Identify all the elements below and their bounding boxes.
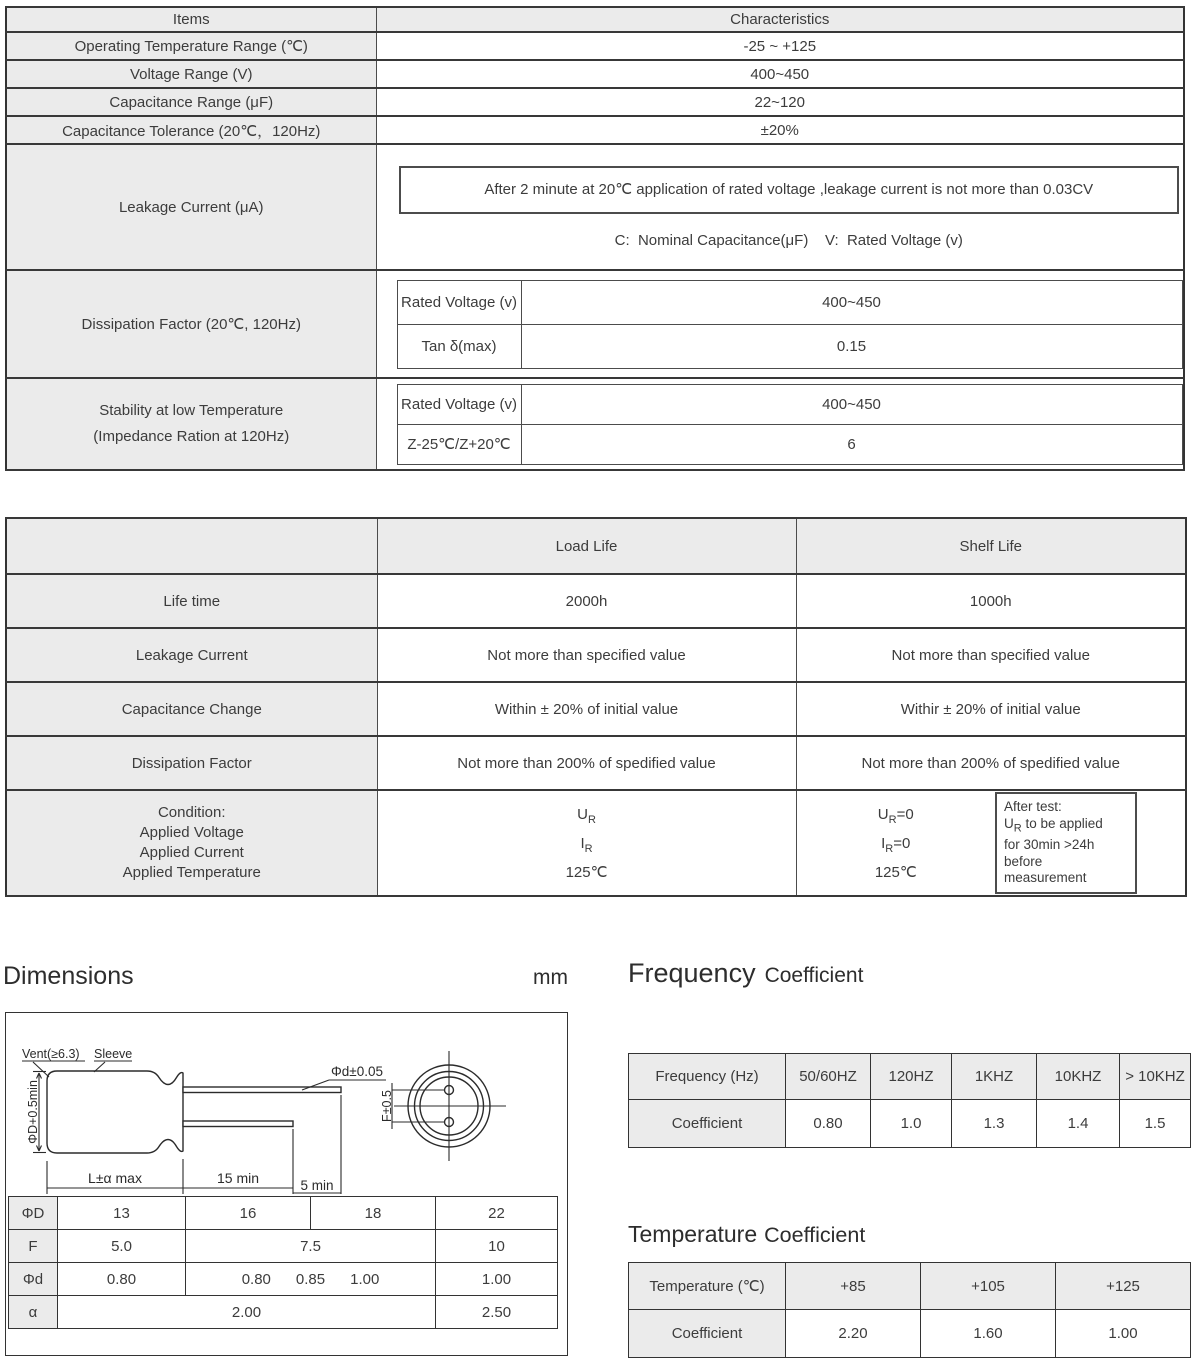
load-value: Not more than specified value bbox=[377, 628, 796, 682]
load-value: Within ± 20% of initial value bbox=[377, 682, 796, 736]
dissipation-row bbox=[6, 270, 1184, 378]
sub-label: Rated Voltage (v) bbox=[397, 280, 521, 324]
dim-cell: 10 bbox=[436, 1230, 558, 1263]
dim-cell: 18 bbox=[311, 1197, 436, 1230]
dim-cell: 5.0 bbox=[58, 1230, 186, 1263]
leakage-cell bbox=[376, 144, 1184, 270]
load-value: 2000h bbox=[377, 574, 796, 628]
shelf-value: 1000h bbox=[796, 574, 1186, 628]
sub-value: 400~450 bbox=[521, 384, 1182, 424]
freq-header-cell: Frequency (Hz) bbox=[629, 1054, 786, 1100]
life-table bbox=[5, 517, 1187, 897]
table-row bbox=[6, 736, 1186, 790]
table-row bbox=[9, 1230, 558, 1263]
condition-shelf-cell bbox=[796, 790, 1186, 896]
body-length-label: L±α max bbox=[88, 1170, 142, 1186]
stability-cell bbox=[376, 378, 1184, 470]
row-label: Capacitance Range (μF) bbox=[6, 88, 376, 116]
freq-header-cell: 50/60HZ bbox=[786, 1054, 871, 1100]
capacitor-body-outline bbox=[47, 1071, 183, 1153]
freq-value: 1.3 bbox=[952, 1100, 1037, 1148]
row-label: Leakage Current (μA) bbox=[6, 144, 376, 270]
applied-current-load: $I_R$ bbox=[580, 834, 593, 855]
sub-value: 400~450 bbox=[521, 280, 1182, 324]
row-value: 400~450 bbox=[376, 60, 1184, 88]
leakage-statement-box: After 2 minute at 20℃ application of rated voltage ,leakage current is not more than 0.03CV bbox=[399, 166, 1180, 214]
dimensions-drawing-box bbox=[5, 1012, 568, 1356]
freq-header-cell: > 10KHZ bbox=[1120, 1054, 1191, 1100]
table-row bbox=[397, 280, 1182, 324]
title-sub: Coefficient bbox=[764, 964, 864, 987]
dimensions-title: Dimensions bbox=[3, 962, 134, 990]
condition-label-line: Condition: bbox=[157, 804, 226, 821]
load-value: Not more than 200% of spedified value bbox=[377, 736, 796, 790]
freq-value-row bbox=[629, 1100, 1191, 1148]
life-header-row bbox=[6, 518, 1186, 574]
table-row bbox=[6, 682, 1186, 736]
freq-header-cell: 10KHZ bbox=[1037, 1054, 1120, 1100]
stability-label-line2: (Impedance Ration at 120Hz) bbox=[93, 428, 290, 445]
leakage-row bbox=[6, 144, 1184, 270]
temp-header-cell: +85 bbox=[786, 1263, 921, 1310]
spec-table bbox=[5, 6, 1185, 471]
dim-row-label: α bbox=[9, 1296, 58, 1329]
freq-header-cell: 1KHZ bbox=[952, 1054, 1037, 1100]
stability-label-line1: Stability at low Temperature bbox=[99, 402, 284, 419]
leakage-formula: C: Nominal Capacitance(μF) V: Rated Voltage (v) bbox=[614, 231, 963, 249]
applied-current-shelf: $I_R=0$ bbox=[881, 834, 911, 855]
dim-cell: 7.5 bbox=[186, 1230, 436, 1263]
condition-load-values bbox=[378, 803, 796, 884]
condition-label-line: Applied Temperature bbox=[122, 864, 261, 881]
row-value: 22~120 bbox=[376, 88, 1184, 116]
dimensions-unit-label: mm bbox=[533, 966, 568, 989]
dim-cell: 0.80 0.85 1.00 bbox=[186, 1263, 436, 1296]
freq-value: 1.0 bbox=[871, 1100, 952, 1148]
dimensions-table bbox=[8, 1196, 558, 1329]
dim-cell: 16 bbox=[186, 1197, 311, 1230]
lead-top bbox=[183, 1087, 341, 1093]
vent-label: Vent(≥6.3) bbox=[22, 1047, 80, 1061]
freq-value: 1.4 bbox=[1037, 1100, 1120, 1148]
lead-tip-label: 5 min bbox=[300, 1178, 334, 1193]
dim-row-label: ΦD bbox=[9, 1197, 58, 1230]
freq-header-row bbox=[629, 1054, 1191, 1100]
temp-header-cell: Temperature (℃) bbox=[629, 1263, 786, 1310]
table-row bbox=[6, 574, 1186, 628]
frequency-coefficient-title bbox=[628, 958, 863, 989]
temp-value: 1.00 bbox=[1056, 1310, 1191, 1358]
row-label: Voltage Range (V) bbox=[6, 60, 376, 88]
row-value: -25 ~ +125 bbox=[376, 32, 1184, 60]
freq-value: 0.80 bbox=[786, 1100, 871, 1148]
note-line: measurement bbox=[1004, 870, 1087, 886]
table-row bbox=[6, 32, 1184, 60]
dim-row-label: F bbox=[9, 1230, 58, 1263]
dim-row-label: Φd bbox=[9, 1263, 58, 1296]
sub-label: Tan δ(max) bbox=[397, 324, 521, 368]
condition-label bbox=[6, 790, 377, 896]
condition-shelf-content bbox=[797, 792, 1186, 893]
shelf-value: Not more than specified value bbox=[796, 628, 1186, 682]
temp-row-label: Coefficient bbox=[629, 1310, 786, 1358]
title-sub: Coefficient bbox=[764, 1223, 866, 1247]
dim-cell: 2.50 bbox=[436, 1296, 558, 1329]
table-row bbox=[6, 116, 1184, 144]
shelf-value: Withir ± 20% of initial value bbox=[796, 682, 1186, 736]
note-line: before bbox=[1004, 853, 1043, 869]
spec-header-characteristics: Characteristics bbox=[376, 7, 1184, 32]
row-label: Dissipation Factor bbox=[6, 736, 377, 790]
temperature-coefficient-title bbox=[628, 1221, 865, 1248]
title-main: Temperature bbox=[628, 1221, 758, 1247]
capacitor-drawing bbox=[6, 1013, 564, 1195]
spec-header-items: Items bbox=[6, 7, 376, 32]
note-line: for 30min >24h bbox=[1004, 837, 1095, 853]
dissipation-cell bbox=[376, 270, 1184, 378]
dim-cell: 0.80 bbox=[58, 1263, 186, 1296]
body-diameter-label: ΦD+0.5min bbox=[26, 1080, 40, 1144]
freq-value: 1.5 bbox=[1120, 1100, 1191, 1148]
condition-label-line: Applied Current bbox=[139, 844, 244, 861]
sub-label: Z-25℃/Z+20℃ bbox=[397, 424, 521, 464]
temp-header-row bbox=[629, 1263, 1191, 1310]
row-label: Dissipation Factor (20℃, 120Hz) bbox=[6, 270, 376, 378]
dim-cell: 2.00 bbox=[58, 1296, 436, 1329]
freq-header-cell: 120HZ bbox=[871, 1054, 952, 1100]
condition-shelf-values bbox=[797, 803, 996, 884]
table-row bbox=[397, 424, 1182, 464]
table-row bbox=[9, 1296, 558, 1329]
row-label: Capacitance Tolerance (20℃，120Hz) bbox=[6, 116, 376, 144]
dim-cell: 22 bbox=[436, 1197, 558, 1230]
temp-value: 1.60 bbox=[921, 1310, 1056, 1358]
freq-row-label: Coefficient bbox=[629, 1100, 786, 1148]
frequency-table bbox=[628, 1053, 1191, 1148]
table-row bbox=[397, 324, 1182, 368]
applied-voltage-shelf: $U_R=0$ bbox=[877, 805, 914, 826]
after-test-note bbox=[995, 792, 1137, 893]
dissipation-subtable bbox=[397, 280, 1183, 369]
applied-temperature-load: 125℃ bbox=[565, 863, 608, 881]
condition-load-cell bbox=[377, 790, 796, 896]
shelf-value: Not more than 200% of spedified value bbox=[796, 736, 1186, 790]
temp-header-cell: +125 bbox=[1056, 1263, 1191, 1310]
note-line: After test: bbox=[1004, 799, 1062, 815]
row-label: Operating Temperature Range (℃) bbox=[6, 32, 376, 60]
row-label: Life time bbox=[6, 574, 377, 628]
top-view bbox=[392, 1051, 506, 1161]
temperature-table bbox=[628, 1262, 1191, 1358]
table-row bbox=[6, 88, 1184, 116]
life-header-load: Load Life bbox=[377, 518, 796, 574]
lead-diameter-label: Φd±0.05 bbox=[331, 1064, 383, 1079]
sub-label: Rated Voltage (v) bbox=[397, 384, 521, 424]
lead-spacing-label: F±0.5 bbox=[380, 1090, 394, 1122]
stability-subtable bbox=[397, 384, 1183, 465]
dim-cell: 1.00 bbox=[436, 1263, 558, 1296]
applied-voltage-load: $U_R$ bbox=[577, 805, 596, 826]
condition-row bbox=[6, 790, 1186, 896]
note-line: $U_R$ to be applied bbox=[1004, 815, 1103, 835]
sleeve-label: Sleeve bbox=[94, 1047, 133, 1061]
lead-length-label: 15 min bbox=[216, 1170, 260, 1186]
life-header-shelf: Shelf Life bbox=[796, 518, 1186, 574]
row-label: Capacitance Change bbox=[6, 682, 377, 736]
sub-value: 6 bbox=[521, 424, 1182, 464]
table-row bbox=[9, 1263, 558, 1296]
table-row bbox=[397, 384, 1182, 424]
dim-cell: 13 bbox=[58, 1197, 186, 1230]
temp-header-cell: +105 bbox=[921, 1263, 1056, 1310]
table-row bbox=[6, 60, 1184, 88]
title-main: Frequency bbox=[628, 958, 756, 988]
temp-value-row bbox=[629, 1310, 1191, 1358]
stability-row bbox=[6, 378, 1184, 470]
table-row bbox=[9, 1197, 558, 1230]
row-label: Leakage Current bbox=[6, 628, 377, 682]
table-row bbox=[6, 628, 1186, 682]
row-label bbox=[6, 378, 376, 470]
temp-value: 2.20 bbox=[786, 1310, 921, 1358]
condition-label-line: Applied Voltage bbox=[139, 824, 244, 841]
leakage-content bbox=[399, 166, 1180, 249]
applied-temperature-shelf: 125℃ bbox=[874, 863, 917, 881]
spec-header-row bbox=[6, 7, 1184, 32]
life-header-blank bbox=[6, 518, 377, 574]
row-value: ±20% bbox=[376, 116, 1184, 144]
sub-value: 0.15 bbox=[521, 324, 1182, 368]
lead-bottom bbox=[183, 1121, 293, 1127]
